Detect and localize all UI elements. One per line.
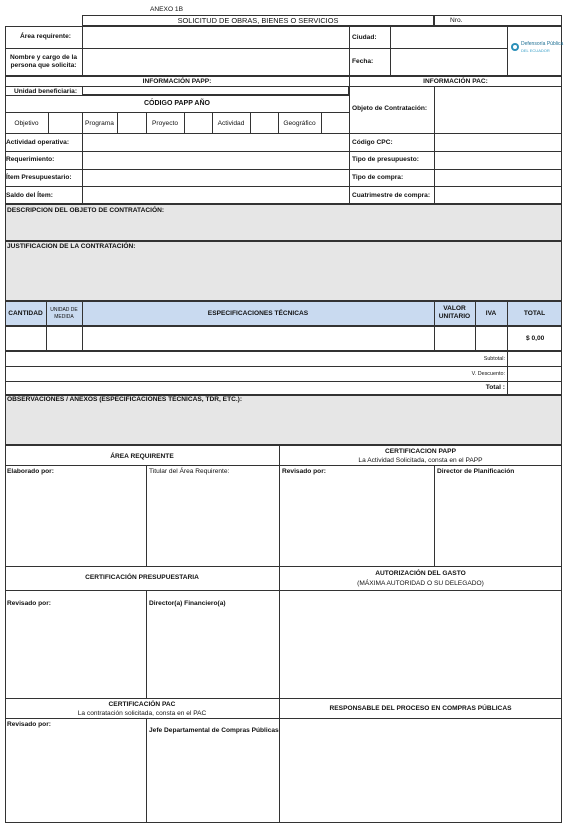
- requirement-label: Requerimiento:: [6, 156, 55, 163]
- budget-type-label: Tipo de presupuesto:: [352, 156, 419, 163]
- budget-reviewed-signature[interactable]: [6, 610, 145, 697]
- cpc-code-field[interactable]: [435, 134, 561, 150]
- row-unit-field[interactable]: [47, 327, 81, 350]
- col-unit-1: UNIDAD DE: [50, 307, 78, 313]
- contract-object-label: Objeto de Contratación:: [352, 105, 428, 112]
- row-specs-field[interactable]: [83, 327, 433, 350]
- col-unit-value-1: VALOR: [443, 305, 466, 312]
- institution-logo: [510, 40, 562, 60]
- justification-label: JUSTIFICACION DE LA CONTRATACIÓN:: [7, 243, 136, 250]
- discount-label: V. Descuento:: [471, 371, 505, 377]
- requester-name-field[interactable]: [83, 49, 348, 75]
- item-balance-label: Saldo del Ítem:: [6, 192, 53, 199]
- procurement-head-signature[interactable]: [147, 737, 278, 822]
- pac-reviewed-by-label: Revisado por:: [7, 721, 51, 728]
- papp-code-title: CÓDIGO PAPP AÑO: [144, 100, 210, 107]
- observations-label: OBSERVACIONES / ANEXOS (ESPECIFICACIONES TÉCNICAS, TDR, ETC.):: [7, 396, 243, 403]
- code-program-label: Programa: [85, 120, 114, 127]
- procurement-responsible-signature[interactable]: [280, 719, 561, 822]
- beneficiary-unit-label: Unidad beneficiaria:: [14, 88, 78, 95]
- logo-subtext: DEL ECUADOR: [521, 48, 550, 53]
- form-title: SOLICITUD DE OBRAS, BIENES O SERVICIOS: [177, 16, 339, 25]
- requirement-field[interactable]: [83, 152, 348, 168]
- col-unit-value-2: UNITARIO: [438, 313, 471, 320]
- expense-auth-title: AUTORIZACIÓN DEL GASTO: [375, 570, 466, 577]
- budget-reviewed-by-label: Revisado por:: [7, 600, 51, 607]
- code-objective-field[interactable]: [49, 113, 81, 132]
- date-field[interactable]: [391, 49, 506, 75]
- pac-cert-subtitle: La contratación solicitada, consta en el PAC: [77, 710, 207, 717]
- contract-object-field[interactable]: [435, 87, 561, 132]
- requester-name-label-1: Nombre y cargo de la: [9, 54, 78, 61]
- logo-icon: [510, 42, 520, 52]
- requester-name-label-2: persona que solicita:: [10, 62, 77, 69]
- col-specs: ESPECIFICACIONES TÉCNICAS: [207, 310, 309, 317]
- planning-director-signature[interactable]: [435, 477, 561, 565]
- expense-auth-subtitle: (MÁXIMA AUTORIDAD O SU DELEGADO): [357, 580, 484, 587]
- purchase-type-field[interactable]: [435, 170, 561, 185]
- discount-value: [508, 367, 561, 380]
- code-program-field[interactable]: [118, 113, 145, 132]
- papp-reviewed-by-label: Revisado por:: [282, 468, 326, 475]
- budget-item-label: Ítem Presupuestario:: [6, 174, 72, 181]
- code-activity-field[interactable]: [251, 113, 277, 132]
- papp-reviewed-signature[interactable]: [280, 477, 433, 565]
- pac-section-title: INFORMACIÓN PAC:: [423, 78, 488, 85]
- finance-director-signature[interactable]: [147, 610, 278, 697]
- col-unit-2: MEDIDA: [54, 314, 74, 320]
- city-field[interactable]: [391, 27, 506, 47]
- subtotal-label: Subtotal:: [483, 356, 505, 362]
- budget-cert-title: CERTIFICACIÓN PRESUPUESTARIA: [85, 574, 199, 581]
- number-label: Nro.: [450, 17, 463, 24]
- purchase-quarter-label: Cuatrimestre de compra:: [352, 192, 431, 199]
- code-geographic-field[interactable]: [322, 113, 348, 132]
- finance-director-label: Director(a) Financiero(a): [149, 600, 226, 607]
- papp-cert-title: CERTIFICACION PAPP: [385, 448, 456, 455]
- row-iva-field[interactable]: [476, 327, 506, 350]
- beneficiary-unit-field[interactable]: [82, 86, 349, 95]
- procurement-responsible-title: RESPONSABLE DEL PROCESO EN COMPRAS PÚBLICAS: [329, 705, 512, 712]
- annex-label: ANEXO 1B: [150, 6, 183, 13]
- area-head-label: Titular del Área Requirente:: [149, 468, 230, 475]
- budget-item-field[interactable]: [83, 170, 348, 185]
- procurement-head-label: Jefe Departamental de Compras Públicas: [149, 727, 279, 734]
- area-requirente-title: ÁREA REQUIRENTE: [110, 453, 174, 460]
- city-label: Ciudad:: [352, 34, 377, 41]
- planning-director-label: Director de Planificación: [437, 468, 515, 475]
- total-label: Total :: [485, 384, 505, 391]
- budget-type-field[interactable]: [435, 152, 561, 168]
- item-balance-field[interactable]: [83, 187, 348, 203]
- subtotal-value: [508, 352, 561, 365]
- code-activity-label: Actividad: [217, 120, 245, 127]
- col-total: TOTAL: [523, 310, 546, 317]
- cpc-code-label: Código CPC:: [352, 139, 393, 146]
- expense-auth-signature[interactable]: [280, 591, 561, 697]
- code-objective-label: Objetivo: [14, 120, 39, 127]
- row-total-value: $ 0,00: [526, 335, 545, 342]
- row-unit-value-field[interactable]: [435, 327, 474, 350]
- papp-section-title: INFORMACIÓN PAPP:: [142, 78, 212, 85]
- purchase-type-label: Tipo de compra:: [352, 174, 404, 181]
- col-quantity: CANTIDAD: [8, 310, 43, 317]
- operative-activity-label: Actividad operativa:: [6, 139, 70, 146]
- area-head-signature[interactable]: [147, 477, 278, 565]
- pac-reviewed-signature[interactable]: [6, 731, 145, 822]
- row-quantity-field[interactable]: [6, 327, 45, 350]
- code-geographic-label: Geográfico: [283, 120, 316, 127]
- prepared-by-label: Elaborado por:: [7, 468, 54, 475]
- col-iva: IVA: [485, 310, 497, 317]
- prepared-by-signature[interactable]: [6, 477, 145, 565]
- pac-cert-title: CERTIFICACIÓN PAC: [108, 701, 176, 708]
- total-value: [508, 382, 561, 394]
- description-label: DESCRIPCION DEL OBJETO DE CONTRATACIÓN:: [7, 207, 165, 214]
- operative-activity-field[interactable]: [83, 134, 348, 150]
- papp-cert-subtitle: La Actividad Solicitada, consta en el PAPP: [358, 457, 483, 464]
- logo-text: Defensoría Pública: [521, 41, 564, 47]
- code-project-label: Proyecto: [151, 120, 179, 127]
- purchase-quarter-field[interactable]: [435, 187, 561, 203]
- area-field[interactable]: [83, 27, 348, 47]
- code-project-field[interactable]: [185, 113, 211, 132]
- area-label: Área requirente:: [20, 33, 71, 40]
- date-label: Fecha:: [352, 58, 374, 65]
